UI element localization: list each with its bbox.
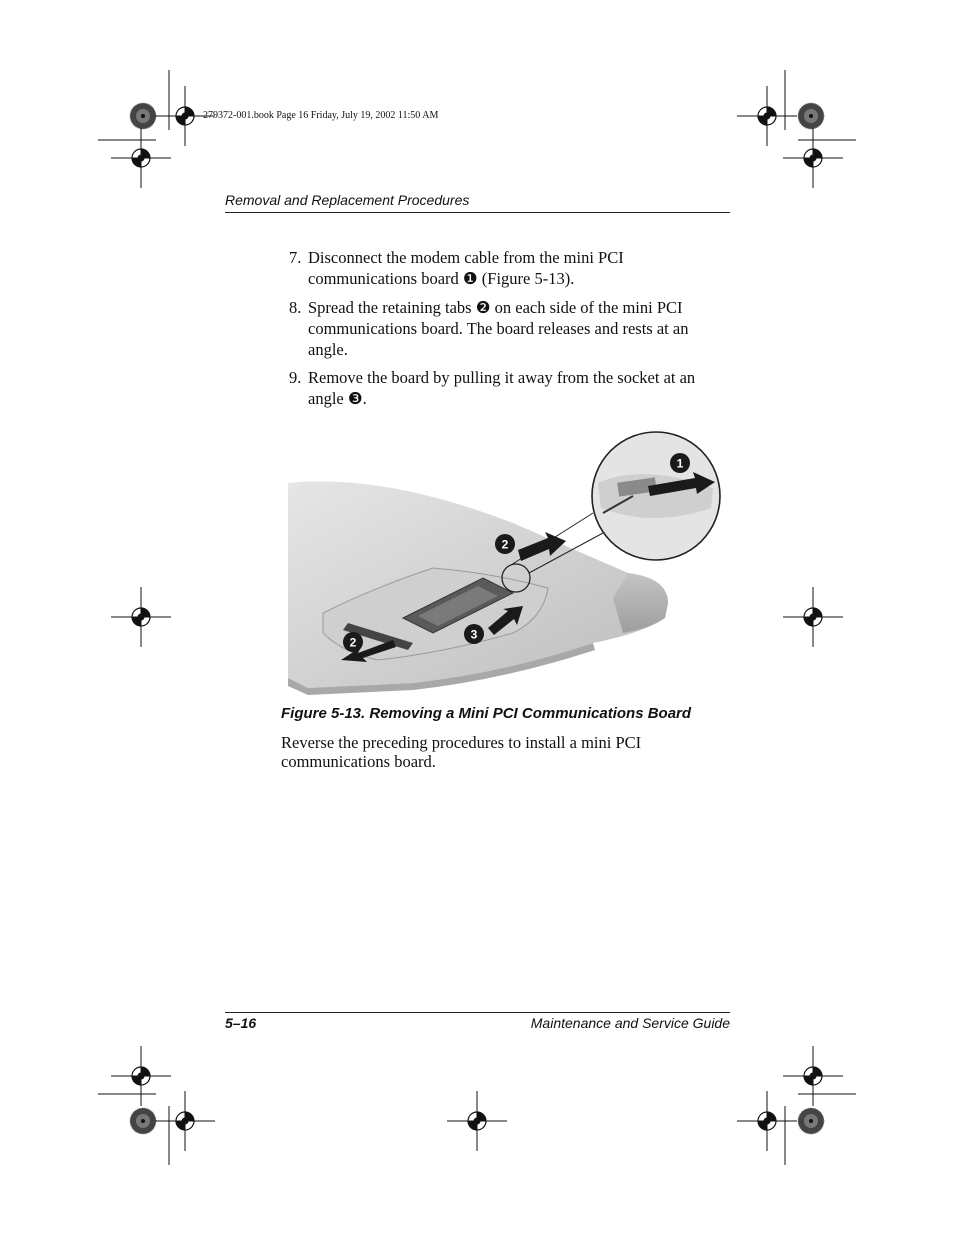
page-number: 5–16	[225, 1015, 257, 1031]
header-rule	[225, 212, 730, 213]
print-stamp: 279372-001.book Page 16 Friday, July 19, 2002 11:50 AM	[203, 110, 439, 121]
figure-caption: Figure 5-13. Removing a Mini PCI Communications Board	[281, 705, 692, 722]
callout-2: 2	[501, 537, 509, 552]
callout-3: 3	[470, 627, 478, 642]
figure-illustration	[283, 428, 728, 696]
step-item	[289, 297, 729, 360]
step-text: Remove the board by pulling it away from the socket at an angle ❸.	[308, 368, 696, 408]
step-item	[289, 367, 729, 409]
footer-guide-title: Maintenance and Service Guide	[530, 1015, 730, 1031]
step-text: Spread the retaining tabs ❷ on each side of the mini PCI communications board. The board releases and rests at an angle.	[308, 298, 689, 359]
step-number: 7.	[289, 248, 302, 267]
step-number: 9.	[289, 368, 302, 387]
callout-2: 2	[349, 635, 357, 650]
footer-rule	[225, 1012, 730, 1013]
closing-paragraph: Reverse the preceding procedures to install a mini PCI communications board.	[281, 733, 642, 771]
step-number: 8.	[289, 298, 302, 317]
callout-1: 1	[676, 456, 684, 471]
step-item	[289, 247, 729, 289]
running-header: Removal and Replacement Procedures	[225, 192, 470, 208]
step-text: Disconnect the modem cable from the mini PCI communications board ❶ (Figure 5-13).	[308, 248, 624, 288]
